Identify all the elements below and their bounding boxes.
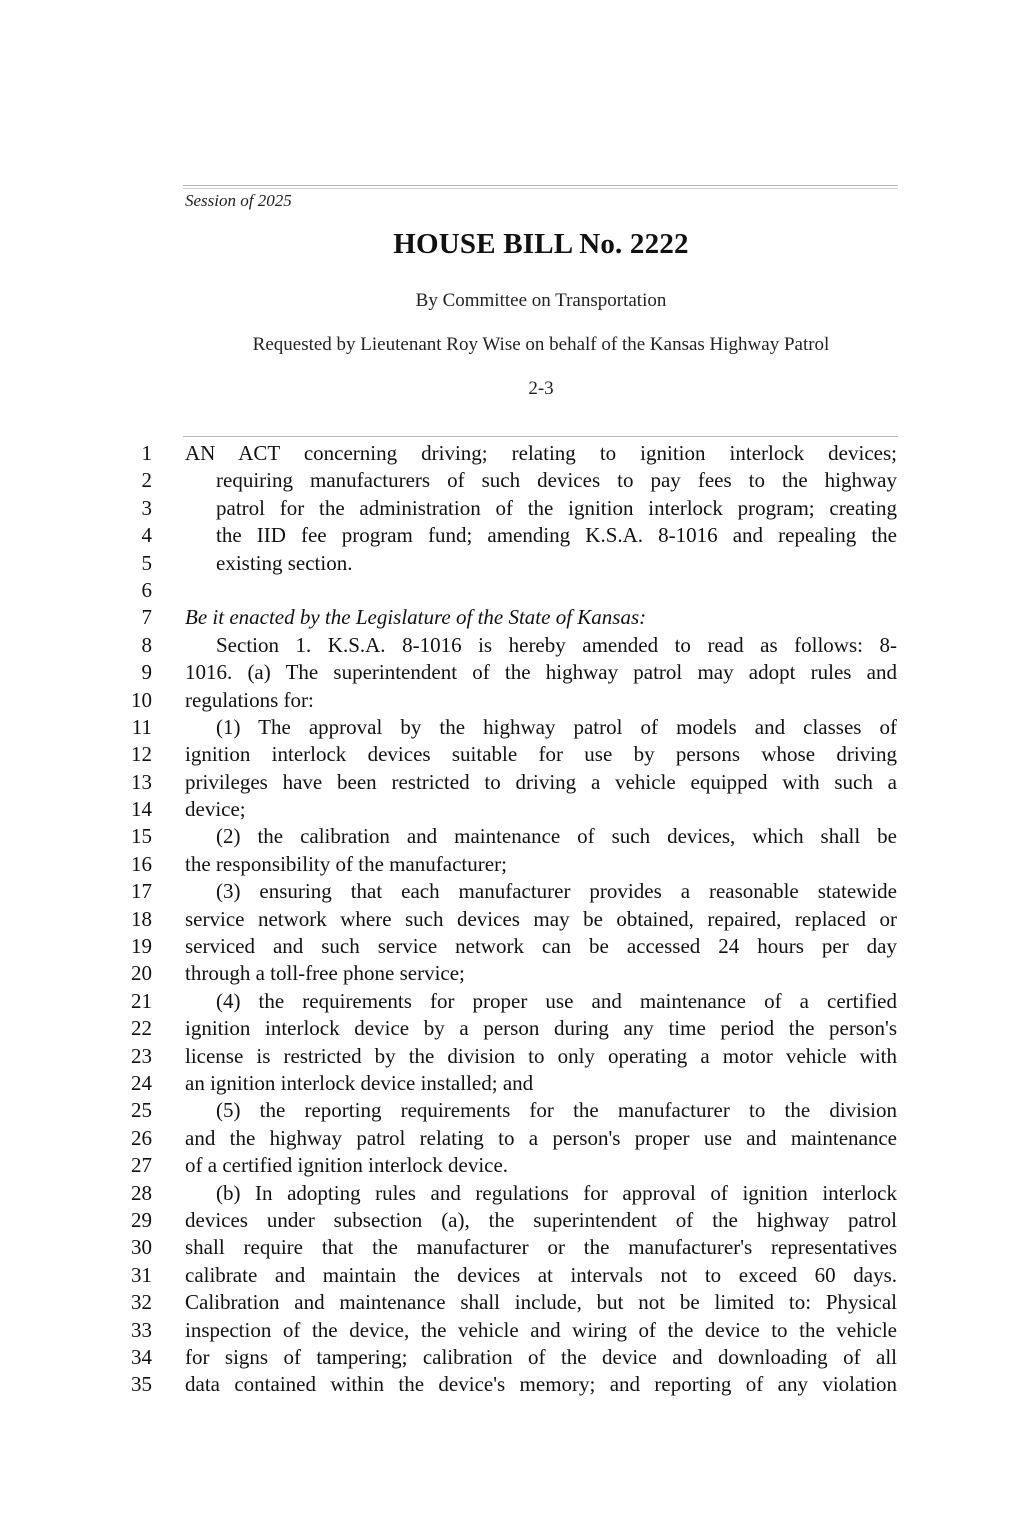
line-number: 32 (131, 1290, 152, 1315)
body-line: license is restricted by the division to only operating a motor vehicle with (185, 1043, 897, 1068)
line-number: 13 (131, 769, 152, 794)
body-line: (3) ensuring that each manufacturer provides a reasonable statewide (216, 879, 897, 904)
line-number: 27 (131, 1153, 152, 1178)
body-line: Calibration and maintenance shall include, but not be limited to: Physical (185, 1290, 897, 1315)
line-number: 1 (141, 441, 152, 465)
line-number: 3 (141, 495, 152, 520)
body-rule (183, 436, 898, 437)
line-number: 8 (141, 632, 152, 657)
line-number: 2 (141, 468, 152, 493)
bill-title: HOUSE BILL No. 2222 (393, 228, 689, 260)
line-number: 21 (131, 988, 152, 1013)
enacting-clause: Be it enacted by the Legislature of the State of Kansas: (185, 605, 647, 630)
line-number: 14 (131, 797, 152, 822)
line-number: 18 (131, 906, 152, 931)
line-number: 29 (131, 1207, 152, 1232)
body-line: 1016. (a) The superintendent of the highway patrol may adopt rules and (185, 660, 897, 685)
date-code: 2-3 (528, 378, 554, 399)
line-number: 9 (141, 660, 152, 685)
body-line: calibrate and maintain the devices at intervals not to exceed 60 days. (185, 1262, 897, 1287)
line-number: 26 (131, 1125, 152, 1150)
line-number: 34 (131, 1344, 152, 1369)
body-line: for signs of tampering; calibration of the device and downloading of all (185, 1344, 897, 1369)
line-number: 4 (141, 523, 152, 548)
body-line: and the highway patrol relating to a person's proper use and maintenance (185, 1125, 897, 1150)
line-number: 11 (131, 714, 152, 739)
session-label: Session of 2025 (185, 191, 292, 210)
body-line: an ignition interlock device installed; and (185, 1070, 534, 1095)
line-number: 30 (131, 1235, 152, 1260)
body-line: (1) The approval by the highway patrol of models and classes of (216, 714, 897, 739)
line-number: 23 (131, 1043, 152, 1068)
body-line: (5) the reporting requirements for the manufacturer to the division (216, 1098, 897, 1123)
line-number: 7 (141, 605, 152, 630)
line-number: 12 (131, 742, 152, 767)
line-number: 22 (131, 1016, 152, 1041)
body-line: (4) the requirements for proper use and maintenance of a certified (216, 988, 897, 1013)
body-line: inspection of the device, the vehicle and wiring of the device to the vehicle (185, 1317, 897, 1342)
body-line: (2) the calibration and maintenance of such devices, which shall be (216, 824, 897, 849)
body-line: devices under subsection (a), the superintendent of the highway patrol (185, 1207, 897, 1232)
body-line: data contained within the device's memory; and reporting of any violation (185, 1372, 897, 1397)
title-line: existing section. (216, 550, 353, 575)
line-number: 17 (131, 879, 152, 904)
line-number: 16 (131, 851, 152, 876)
line-number: 35 (131, 1372, 152, 1397)
bill-body (185, 440, 897, 1399)
title-line: requiring manufacturers of such devices to pay fees to the highway (216, 468, 897, 493)
body-line: service network where such devices may be obtained, repaired, replaced or (185, 906, 897, 931)
requested-by-line: Requested by Lieutenant Roy Wise on behalf of the Kansas Highway Patrol (252, 334, 830, 355)
title-line: the IID fee program fund; amending K.S.A. 8-1016 and repealing the (216, 523, 897, 548)
title-line: patrol for the administration of the ignition interlock program; creating (216, 495, 897, 520)
line-number: 6 (141, 577, 152, 602)
body-line: ignition interlock devices suitable for use by persons whose driving (185, 742, 897, 767)
line-number: 15 (131, 824, 152, 849)
line-number: 5 (141, 550, 152, 575)
line-number: 33 (131, 1317, 152, 1342)
body-line: device; (185, 797, 246, 822)
line-number: 25 (131, 1098, 152, 1123)
body-line: through a toll-free phone service; (185, 961, 465, 986)
line-number: 24 (131, 1070, 152, 1095)
body-line: the responsibility of the manufacturer; (185, 851, 507, 876)
body-line: shall require that the manufacturer or the manufacturer's representatives (185, 1235, 897, 1260)
body-line: Section 1. K.S.A. 8-1016 is hereby amended to read as follows: 8- (216, 632, 897, 657)
line-number: 28 (131, 1180, 152, 1205)
line-number: 10 (131, 687, 152, 712)
body-line: privileges have been restricted to driving a vehicle equipped with such a (185, 769, 897, 794)
header-rule (183, 185, 898, 189)
line-number: 19 (131, 934, 152, 959)
body-line: (b) In adopting rules and regulations for approval of ignition interlock (216, 1180, 897, 1205)
line-number: 20 (131, 961, 152, 986)
blank-line (185, 577, 897, 604)
body-line: ignition interlock device by a person during any time period the person's (185, 1016, 897, 1041)
body-line: of a certified ignition interlock device. (185, 1153, 509, 1178)
line-number: 31 (131, 1262, 152, 1287)
line-number-column (110, 440, 152, 1399)
body-line: serviced and such service network can be accessed 24 hours per day (185, 934, 897, 959)
body-line: regulations for: (185, 687, 314, 712)
title-line: AN ACT concerning driving; relating to ignition interlock devices; (185, 441, 897, 465)
committee-line: By Committee on Transportation (415, 290, 667, 311)
